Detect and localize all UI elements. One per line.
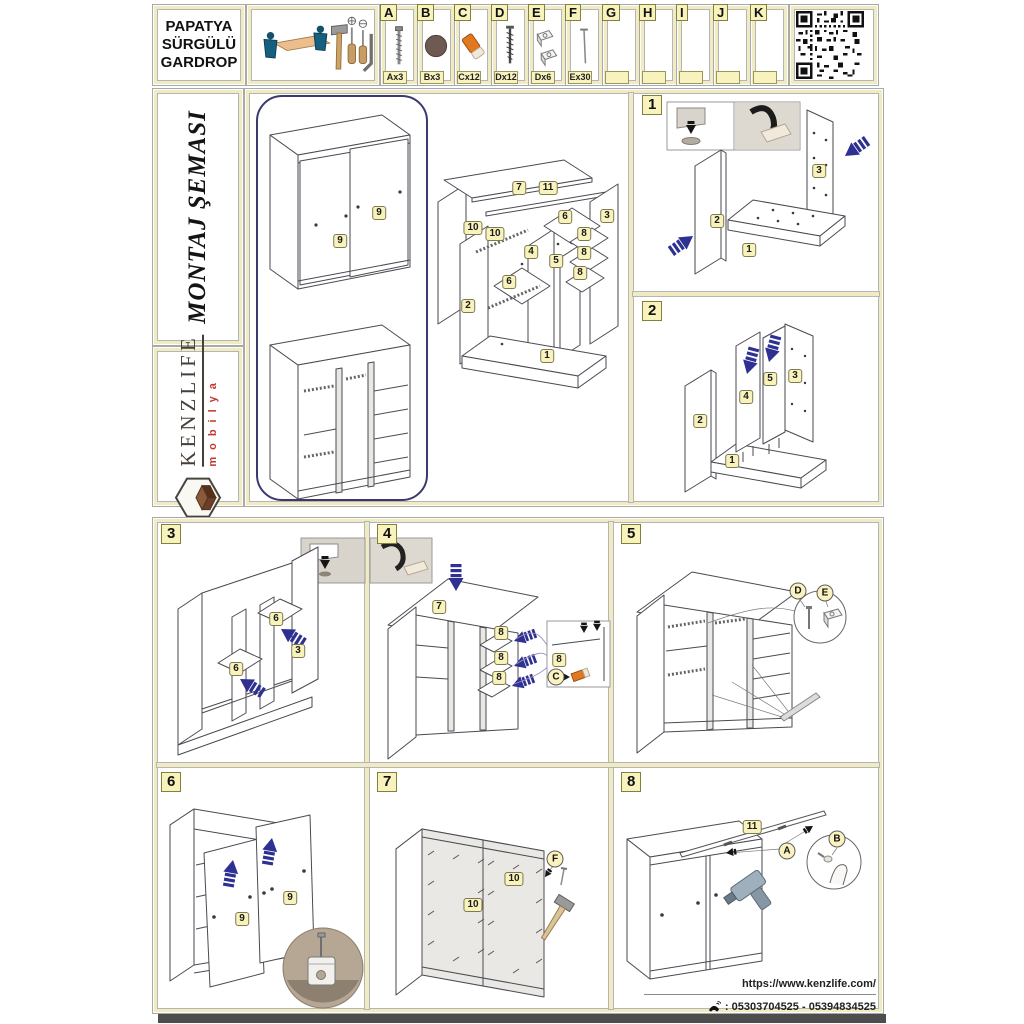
- part-callout: 10: [485, 227, 504, 241]
- fastener-callout: A: [779, 843, 796, 860]
- part-callout: 5: [763, 372, 777, 386]
- step-5-illustration: [612, 517, 882, 764]
- brand-tagline: mobilya: [206, 375, 219, 467]
- hardware-cell-f: [565, 4, 604, 86]
- step-7: [368, 765, 612, 1012]
- product-title-line3: GARDROP: [160, 54, 238, 71]
- hardware-cell-d: [491, 4, 530, 86]
- hardware-cell-i: [676, 4, 715, 86]
- step-4-illustration: [368, 517, 612, 764]
- hardware-letter: D: [491, 4, 508, 21]
- step-3-illustration: [152, 517, 368, 764]
- step-7-illustration: [368, 765, 612, 1012]
- part-callout: 8: [577, 227, 591, 241]
- fastener-callout: B: [829, 831, 846, 848]
- hardware-qty: Bx3: [420, 71, 444, 84]
- part-callout: 9: [235, 912, 249, 926]
- hardware-qty: Cx12: [458, 72, 480, 82]
- part-callout: 3: [600, 209, 614, 223]
- screw-icon: [493, 19, 527, 73]
- step-4: [368, 517, 612, 764]
- hardware-qty: [753, 71, 777, 84]
- brand-name: KENZLIFE: [177, 334, 204, 466]
- hardware-qty: Dx12: [495, 72, 517, 82]
- nail-icon: [567, 19, 601, 73]
- part-callout: 8: [573, 266, 587, 280]
- part-callout: 2: [693, 414, 707, 428]
- part-callout: 5: [549, 254, 563, 268]
- fastener-callout: E: [817, 585, 834, 602]
- brand-hexagon-icon: [174, 475, 222, 519]
- wardrobe-overview-illustration: [258, 97, 426, 499]
- hardware-cell-g: [602, 4, 641, 86]
- hardware-cell-j: [713, 4, 752, 86]
- part-callout: 1: [725, 454, 739, 468]
- part-callout: 2: [710, 214, 724, 228]
- hardware-qty: [642, 71, 666, 84]
- part-callout: 6: [558, 210, 572, 224]
- hardware-cell-e: [528, 4, 567, 86]
- tools-illustration-icon: [252, 10, 374, 80]
- corner-bracket-icon: [530, 19, 564, 73]
- part-callout: 8: [492, 671, 506, 685]
- part-callout: 9: [283, 891, 297, 905]
- hardware-cell-h: [639, 4, 678, 86]
- hardware-qty: [716, 71, 740, 84]
- product-title-line2: SÜRGÜLÜ: [161, 36, 237, 53]
- contact-footer: [644, 977, 876, 1014]
- hardware-cell-b: [417, 4, 456, 86]
- hardware-letter: J: [713, 4, 728, 21]
- step-number: 1: [642, 95, 662, 115]
- brand-panel: [152, 333, 244, 507]
- wood-dowel-icon: [456, 19, 490, 73]
- hardware-letter: F: [565, 4, 581, 21]
- part-callout: 7: [432, 600, 446, 614]
- part-callout: 8: [577, 246, 591, 260]
- step-number: 4: [377, 524, 397, 544]
- schema-title: MONTAJ ŞEMASI: [184, 110, 211, 324]
- exploded-illustration: [432, 94, 632, 500]
- part-callout: 6: [269, 612, 283, 626]
- schema-title-panel: [152, 88, 244, 346]
- step-number: 7: [377, 772, 397, 792]
- part-callout: 6: [502, 275, 516, 289]
- part-callout: 8: [552, 653, 566, 667]
- part-callout: 11: [743, 820, 762, 834]
- step-1: [633, 88, 880, 291]
- part-callout: 4: [524, 245, 538, 259]
- hardware-letter: H: [639, 4, 656, 21]
- part-callout: 3: [788, 369, 802, 383]
- part-callout: 7: [512, 181, 526, 195]
- hardware-qty: [679, 71, 703, 84]
- part-callout: 10: [463, 221, 482, 235]
- hardware-letter: G: [602, 4, 620, 21]
- step-8: [612, 765, 882, 1012]
- step-number: 3: [161, 524, 181, 544]
- part-callout: 4: [739, 390, 753, 404]
- product-title-line1: PAPATYA: [165, 18, 233, 35]
- part-callout: 3: [291, 644, 305, 658]
- qr-panel: [789, 4, 879, 86]
- step-8-illustration: [612, 765, 882, 1012]
- part-callout: 8: [494, 626, 508, 640]
- overview-panel: [256, 95, 428, 501]
- step-1-illustration: [633, 88, 880, 291]
- step-6-illustration: [152, 765, 368, 1012]
- hardware-qty: [605, 71, 629, 84]
- step-2-illustration: [633, 294, 880, 505]
- hardware-letter: B: [417, 4, 434, 21]
- hardware-letter: I: [676, 4, 688, 21]
- confirmat-screw-icon: [382, 19, 416, 73]
- hardware-qty: Dx6: [531, 71, 555, 84]
- step-number: 5: [621, 524, 641, 544]
- fastener-callout: C: [548, 669, 565, 686]
- exploded-view: [432, 94, 632, 500]
- hardware-cell-a: [380, 4, 419, 86]
- part-callout: 1: [540, 349, 554, 363]
- part-callout: 11: [539, 181, 558, 195]
- part-callout: 2: [461, 299, 475, 313]
- step-3: [152, 517, 368, 764]
- phone-icon: [708, 1001, 721, 1014]
- hardware-letter: A: [380, 4, 397, 21]
- hardware-letter: C: [454, 4, 471, 21]
- product-title: [152, 4, 246, 86]
- part-callout: 8: [494, 651, 508, 665]
- part-callout: 3: [812, 164, 826, 178]
- hardware-cell-c: [454, 4, 493, 86]
- step-5: [612, 517, 882, 764]
- part-callout: 10: [504, 872, 523, 886]
- tools-panel: [246, 4, 380, 86]
- hardware-qty: Ex30: [569, 72, 591, 82]
- phone-numbers: : 05303704525 - 05394834525: [724, 1001, 876, 1013]
- fastener-callout: D: [790, 583, 807, 600]
- step-number: 6: [161, 772, 181, 792]
- part-callout: 10: [463, 898, 482, 912]
- part-callout: 6: [229, 662, 243, 676]
- step-number: 8: [621, 772, 641, 792]
- hardware-qty: Ax3: [383, 71, 407, 84]
- fastener-callout: F: [547, 851, 564, 868]
- hardware-letter: E: [528, 4, 545, 21]
- hardware-letter: K: [750, 4, 767, 21]
- part-callout: 9: [333, 234, 347, 248]
- brand-logo: [174, 334, 222, 519]
- part-callout: 9: [372, 206, 386, 220]
- hardware-cell-k: [750, 4, 789, 86]
- cam-cap-icon: [419, 19, 453, 73]
- sheet-bottom-shadow: [158, 1014, 886, 1023]
- step-number: 2: [642, 301, 662, 321]
- step-2: [633, 294, 880, 505]
- part-callout: 1: [742, 243, 756, 257]
- step-6: [152, 765, 368, 1012]
- website-url: https://www.kenzlife.com/: [644, 977, 876, 995]
- qr-code-icon: [796, 11, 864, 79]
